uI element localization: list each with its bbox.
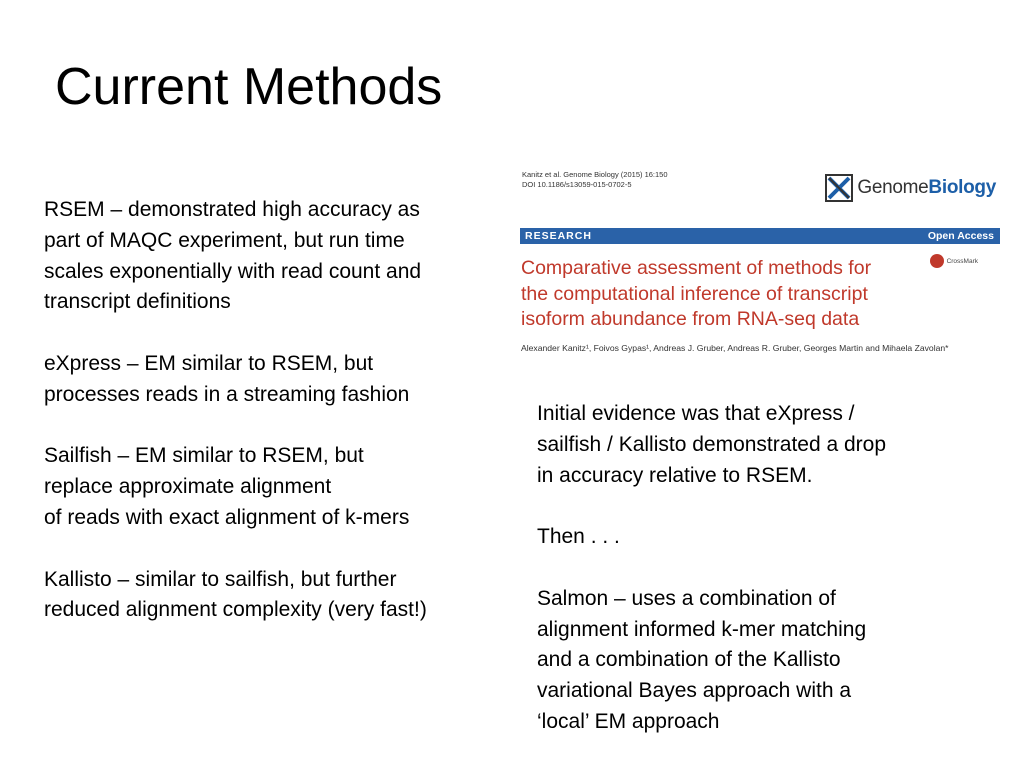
slide-title: Current Methods <box>55 58 443 116</box>
express-paragraph <box>44 349 494 411</box>
text-line: eXpress – EM similar to RSEM, but <box>44 351 374 375</box>
genome-biology-logo-icon <box>825 174 853 202</box>
text-line: in accuracy relative to RSEM. <box>537 463 813 487</box>
right-column <box>537 399 997 769</box>
paper-title <box>521 256 941 333</box>
text-line: and a combination of the Kallisto <box>537 648 841 672</box>
doi-line: DOI 10.1186/s13059-015-0702-5 <box>522 180 632 189</box>
text-line: scales exponentially with read count and <box>44 259 422 283</box>
journal-name-bold: Biology <box>928 177 996 198</box>
section-label: RESEARCH <box>525 230 592 242</box>
text-line: transcript definitions <box>44 290 231 314</box>
text-line: alignment informed k-mer matching <box>537 617 867 641</box>
text-line: Sailfish – EM similar to RSEM, but <box>44 444 364 468</box>
text-line: sailfish / Kallisto demonstrated a drop <box>537 432 887 456</box>
left-column <box>44 195 494 657</box>
paper-authors: Alexander Kanitz¹, Foivos Gypas¹, Andreas J. Gruber, Andreas R. Gruber, Georges Martin and Mihaela Zavolan* <box>521 343 949 353</box>
paper-header-image <box>520 168 1000 363</box>
text-line: ‘local’ EM approach <box>537 709 720 733</box>
then-paragraph <box>537 522 997 553</box>
crossmark-label: CrossMark <box>946 257 978 265</box>
rsem-paragraph <box>44 195 494 318</box>
research-bar <box>520 228 1000 244</box>
text-line: of reads with exact alignment of k-mers <box>44 505 410 529</box>
journal-logo <box>825 172 996 204</box>
paper-title-line: the computational inference of transcript <box>521 282 868 305</box>
text-line: processes reads in a streaming fashion <box>44 382 410 406</box>
text-line: Initial evidence was that eXpress / <box>537 402 855 425</box>
text-line: Then . . . <box>537 525 620 549</box>
text-line: Kallisto – similar to sailfish, but further <box>44 567 397 591</box>
text-line: RSEM – demonstrated high accuracy as <box>44 198 420 221</box>
evidence-paragraph <box>537 399 997 491</box>
paper-title-line: Comparative assessment of methods for <box>521 257 872 279</box>
open-access-label: Open Access <box>927 230 994 242</box>
journal-name <box>857 177 996 199</box>
journal-name-plain: Genome <box>857 177 929 198</box>
text-line: Salmon – uses a combination of <box>537 586 836 610</box>
paper-title-line: isoform abundance from RNA-seq data <box>521 308 860 330</box>
text-line: variational Bayes approach with a <box>537 679 852 703</box>
text-line: part of MAQC experiment, but run time <box>44 228 405 252</box>
text-line: reduced alignment complexity (very fast!) <box>44 598 427 622</box>
salmon-paragraph <box>537 584 997 738</box>
kallisto-paragraph <box>44 565 494 627</box>
citation <box>522 170 668 190</box>
text-line: replace approximate alignment <box>44 475 332 499</box>
sailfish-paragraph <box>44 441 494 533</box>
citation-line: Kanitz et al. Genome Biology (2015) 16:150 <box>522 170 668 179</box>
